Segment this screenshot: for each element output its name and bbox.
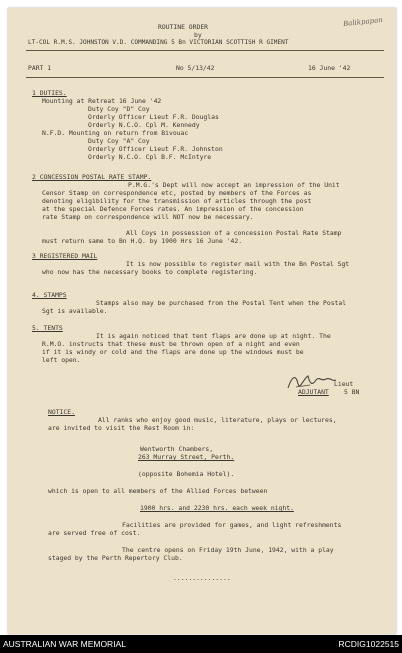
notice-heading: NOTICE. <box>48 408 75 416</box>
commander-line: LT-COL R.M.S. JOHNSTON V.D. COMMANDING 5 Bn VICTORIAN SCOTTISH R GIMENT <box>28 39 289 46</box>
duties-line: Orderly Officer Lieut F.R. Douglas <box>88 113 219 121</box>
duties-heading: 1 DUTIES. <box>32 89 67 97</box>
duties-line: Orderly Officer Lieut F.R. Johnston <box>88 145 223 153</box>
notice-venue: Wentworth Chambers, <box>140 445 214 453</box>
duties-line: N.F.D. Mounting on return from Bivouac <box>42 129 189 137</box>
notice-line: are invited to visit the Rest Room in: <box>48 424 195 432</box>
duties-line: Mounting at Retreat 16 June '42 <box>42 97 162 105</box>
notice-line: staged by the Perth Repertory Club. <box>48 554 183 562</box>
registered-line: It is now possible to register mail with the Bn Postal Sgt <box>126 260 350 268</box>
concession-line: at the special Defence Forces rates. An impression of the concession <box>42 205 304 213</box>
stamps-line: Stamps also may be purchased from the Postal Tent when the Postal <box>96 299 347 307</box>
signature-role: ADJUTANT <box>298 388 329 396</box>
order-number: No 5/13/42 <box>176 64 215 72</box>
tents-heading: 5. TENTS <box>32 324 63 332</box>
document-title: ROUTINE ORDER <box>158 23 209 31</box>
header-rule-bottom <box>26 77 384 78</box>
duties-line: Orderly N.C.O. Cpl B.F. McIntyre <box>88 153 212 161</box>
tents-line: if it is windy or cold and the flaps are done up the windows must be <box>42 348 304 356</box>
archive-footer <box>0 635 402 653</box>
signature-rank: Lieut <box>334 380 354 388</box>
concession-line: rate Stamp on correspondence will NOT now be necessary. <box>42 213 254 221</box>
archive-stamp: Balikpapan <box>342 15 384 29</box>
concession-line: Censor Stamp on correspondence etc, posted by members of the Forces as <box>42 189 312 197</box>
document-page <box>8 8 396 634</box>
concession-line: P.M.G.'s Dept will now accept an impression of the Unit <box>128 181 340 189</box>
notice-line: All ranks who enjoy good music, literature, plays or lectures, <box>98 416 337 424</box>
notice-open-line: which is open to all members of the Allied Forces between <box>48 487 268 495</box>
notice-opposite: (opposite Bohemia Hotel). <box>138 470 235 478</box>
registered-heading: 3 REGISTERED MAIL <box>32 252 98 260</box>
order-date: 16 June '42 <box>308 64 351 72</box>
concession-heading: 2 CONCESSION POSTAL RATE STAMP. <box>32 173 152 181</box>
notice-line: The centre opens on Friday 19th June, 1942, with a play <box>122 546 334 554</box>
duties-line: Duty Coy "D" Coy <box>88 105 150 113</box>
tents-line: It is again noticed that tent flaps are done up at night. The <box>96 332 331 340</box>
duties-line: Duty Coy "A" Coy <box>88 137 150 145</box>
duties-line: Orderly N.C.O. Cpl M. Kennedy <box>88 121 200 129</box>
notice-hours: 1900 hrs. and 2230 hrs. each week night. <box>140 504 294 512</box>
signature-unit: 5 BN <box>344 388 360 396</box>
part-label: PART 1 <box>28 64 52 72</box>
tents-line: left open. <box>42 356 81 364</box>
concession-line: All Coys in possession of a concession Postal Rate Stamp <box>126 229 342 237</box>
title-by: by <box>194 31 202 39</box>
concession-line: denoting eligibility for the transmission of articles through the post <box>42 197 312 205</box>
header-rule-top <box>26 50 384 51</box>
stamps-heading: 4. STAMPS <box>32 291 67 299</box>
registered-line: who now has the necessary books to complete registering. <box>42 268 258 276</box>
tents-line: R.M.O. instructs that these must be thrown open of a night and even <box>42 340 300 348</box>
notice-street: 263 Murray Street, Perth. <box>138 453 235 461</box>
closing-dots: ............... <box>173 574 231 582</box>
notice-line: are served free of cost. <box>48 529 141 537</box>
footer-institution: AUSTRALIAN WAR MEMORIAL <box>3 639 126 649</box>
concession-line: must return same to Bn H.Q. by 1900 Hrs 16 June '42. <box>42 237 243 245</box>
notice-line: Facilities are provided for games, and light refreshments <box>122 521 342 529</box>
footer-record-id: RCDIG1022515 <box>338 639 399 649</box>
stamps-line: Sgt is available. <box>42 307 108 315</box>
